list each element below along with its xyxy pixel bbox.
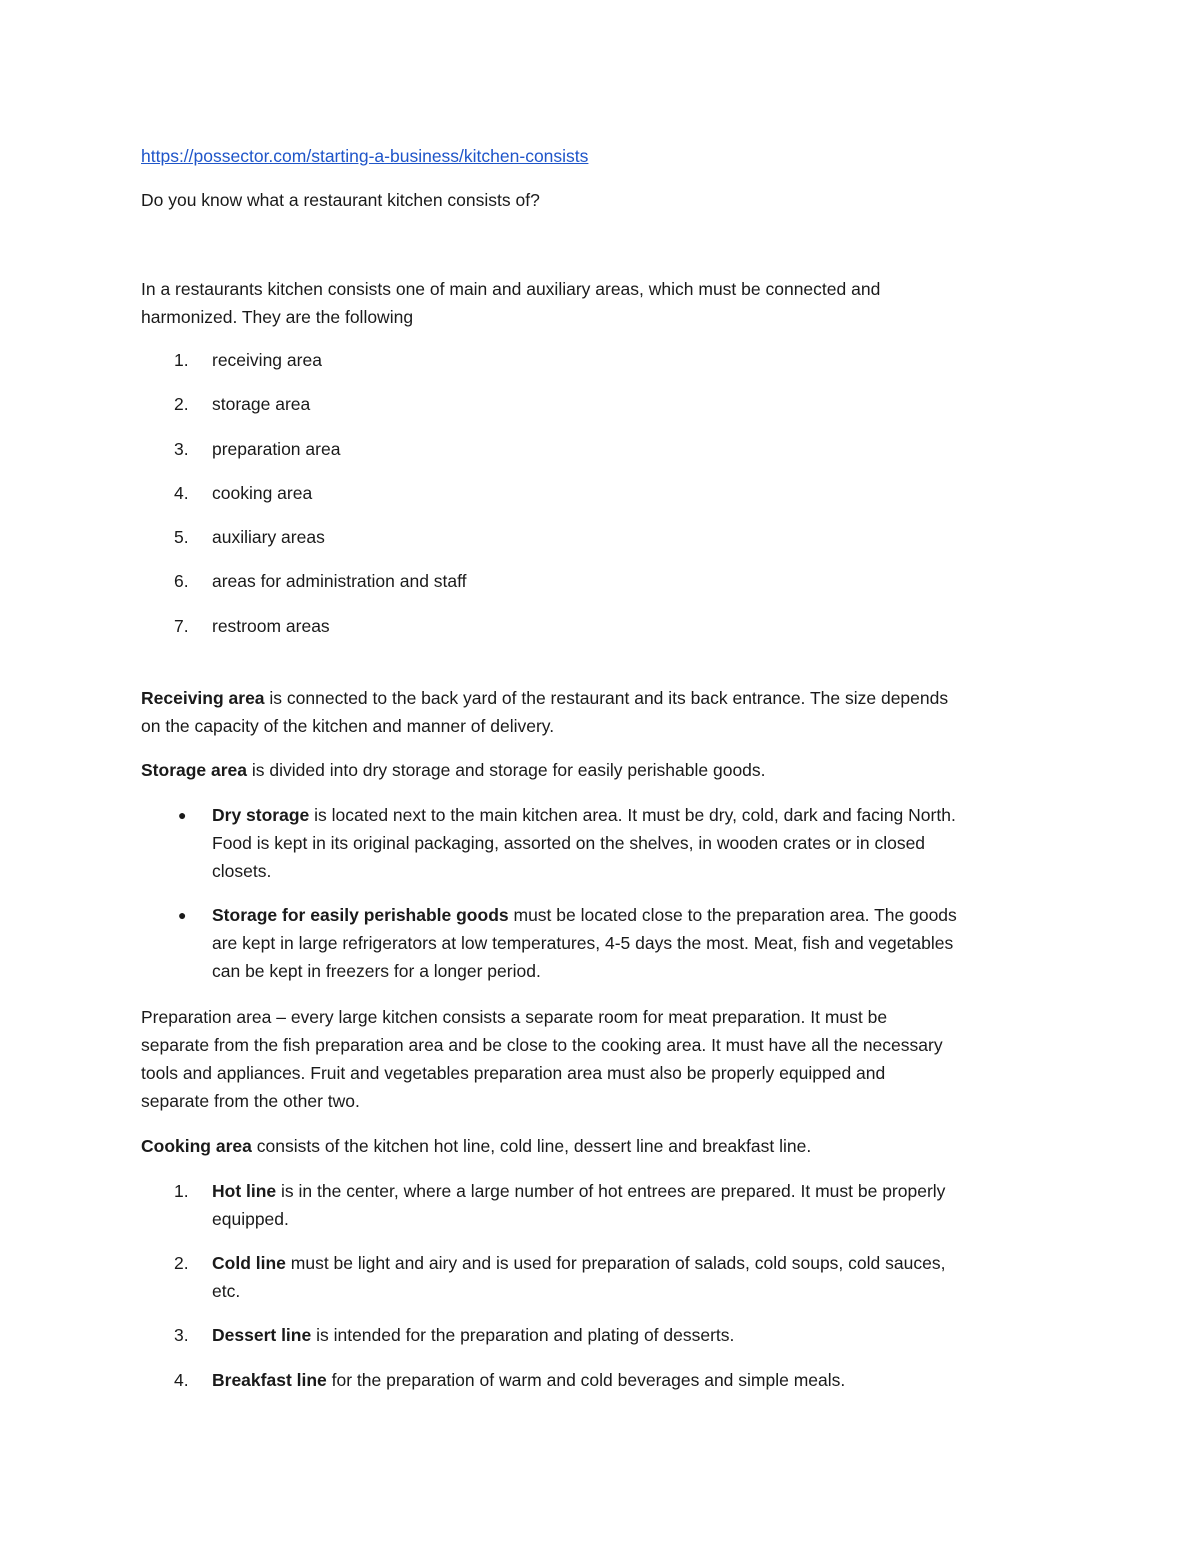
list-number: 2. [174, 394, 189, 414]
list-text: cooking area [212, 483, 313, 503]
list-heading: Breakfast line [212, 1370, 327, 1390]
list-line-2: etc. [212, 1281, 241, 1301]
bullet-heading: Dry storage [212, 805, 310, 825]
list-number: 1. [174, 350, 189, 370]
list-text: areas for administration and staff [212, 571, 467, 591]
cooking-heading: Cooking area [141, 1136, 252, 1156]
receiving-heading: Receiving area [141, 688, 265, 708]
list-number: 7. [174, 616, 189, 636]
preparation-line-4: separate from the other two. [141, 1091, 360, 1111]
list-text: storage area [212, 394, 311, 414]
list-line-2: equipped. [212, 1209, 289, 1229]
bullet-line-2: Food is kept in its original packaging, assorted on the shelves, in wooden crates or in closed [212, 833, 926, 853]
list-heading: Hot line [212, 1181, 277, 1201]
list-number: 4. [174, 483, 189, 503]
list-number: 1. [174, 1181, 189, 1201]
bullet-line-1 [212, 801, 956, 829]
preparation-line-2: separate from the fish preparation area and be close to the cooking area. It must have all the necessary [141, 1035, 943, 1055]
bullet-line-2: are kept in large refrigerators at low temperatures, 4-5 days the most. Meat, fish and vegetables [212, 933, 954, 953]
list-heading: Dessert line [212, 1325, 312, 1345]
receiving-line-1 [141, 684, 948, 712]
bullet-line-3: closets. [212, 861, 272, 881]
list-text: auxiliary areas [212, 527, 325, 547]
list-line-1 [212, 1321, 734, 1349]
list-text: receiving area [212, 350, 322, 370]
list-number: 6. [174, 571, 189, 591]
storage-text: is divided into dry storage and storage for easily perishable goods. [247, 760, 766, 780]
list-number: 3. [174, 439, 189, 459]
list-number: 3. [174, 1325, 189, 1345]
cooking-line [141, 1132, 811, 1160]
receiving-text: is connected to the back yard of the restaurant and its back entrance. The size depends [264, 688, 949, 708]
source-link[interactable]: https://possector.com/starting-a-business/kitchen-consists [141, 146, 589, 166]
bullet-text: is located next to the main kitchen area. It must be dry, cold, dark and facing North. [309, 805, 956, 825]
receiving-line-2: on the capacity of the kitchen and manner of delivery. [141, 716, 555, 736]
list-text: must be light and airy and is used for preparation of salads, cold soups, cold sauces, [285, 1253, 946, 1273]
question-line: Do you know what a restaurant kitchen consists of? [141, 190, 540, 210]
list-text: for the preparation of warm and cold beverages and simple meals. [326, 1370, 846, 1390]
list-line-1 [212, 1177, 945, 1205]
storage-line [141, 756, 766, 784]
list-number: 5. [174, 527, 189, 547]
list-line-1 [212, 1249, 945, 1277]
intro-line-2: harmonized. They are the following [141, 307, 414, 327]
list-text: preparation area [212, 439, 341, 459]
list-number: 4. [174, 1370, 189, 1390]
list-heading: Cold line [212, 1253, 286, 1273]
bullet-dot-icon: ● [178, 807, 187, 823]
cooking-text: consists of the kitchen hot line, cold line, dessert line and breakfast line. [251, 1136, 812, 1156]
intro-line-1: In a restaurants kitchen consists one of main and auxiliary areas, which must be connected and [141, 279, 881, 299]
bullet-line-1 [212, 901, 957, 929]
bullet-heading: Storage for easily perishable goods [212, 905, 509, 925]
bullet-dot-icon: ● [178, 907, 187, 923]
list-text: is intended for the preparation and plating of desserts. [311, 1325, 735, 1345]
bullet-line-3: can be kept in freezers for a longer period. [212, 961, 541, 981]
list-number: 2. [174, 1253, 189, 1273]
list-text: restroom areas [212, 616, 330, 636]
list-line-1 [212, 1366, 845, 1394]
list-text: is in the center, where a large number of hot entrees are prepared. It must be properly [276, 1181, 946, 1201]
bullet-text: must be located close to the preparation area. The goods [508, 905, 957, 925]
preparation-line-1: Preparation area – every large kitchen consists a separate room for meat preparation. It must be [141, 1007, 888, 1027]
storage-heading: Storage area [141, 760, 248, 780]
preparation-line-3: tools and appliances. Fruit and vegetables preparation area must also be properly equipped and [141, 1063, 886, 1083]
